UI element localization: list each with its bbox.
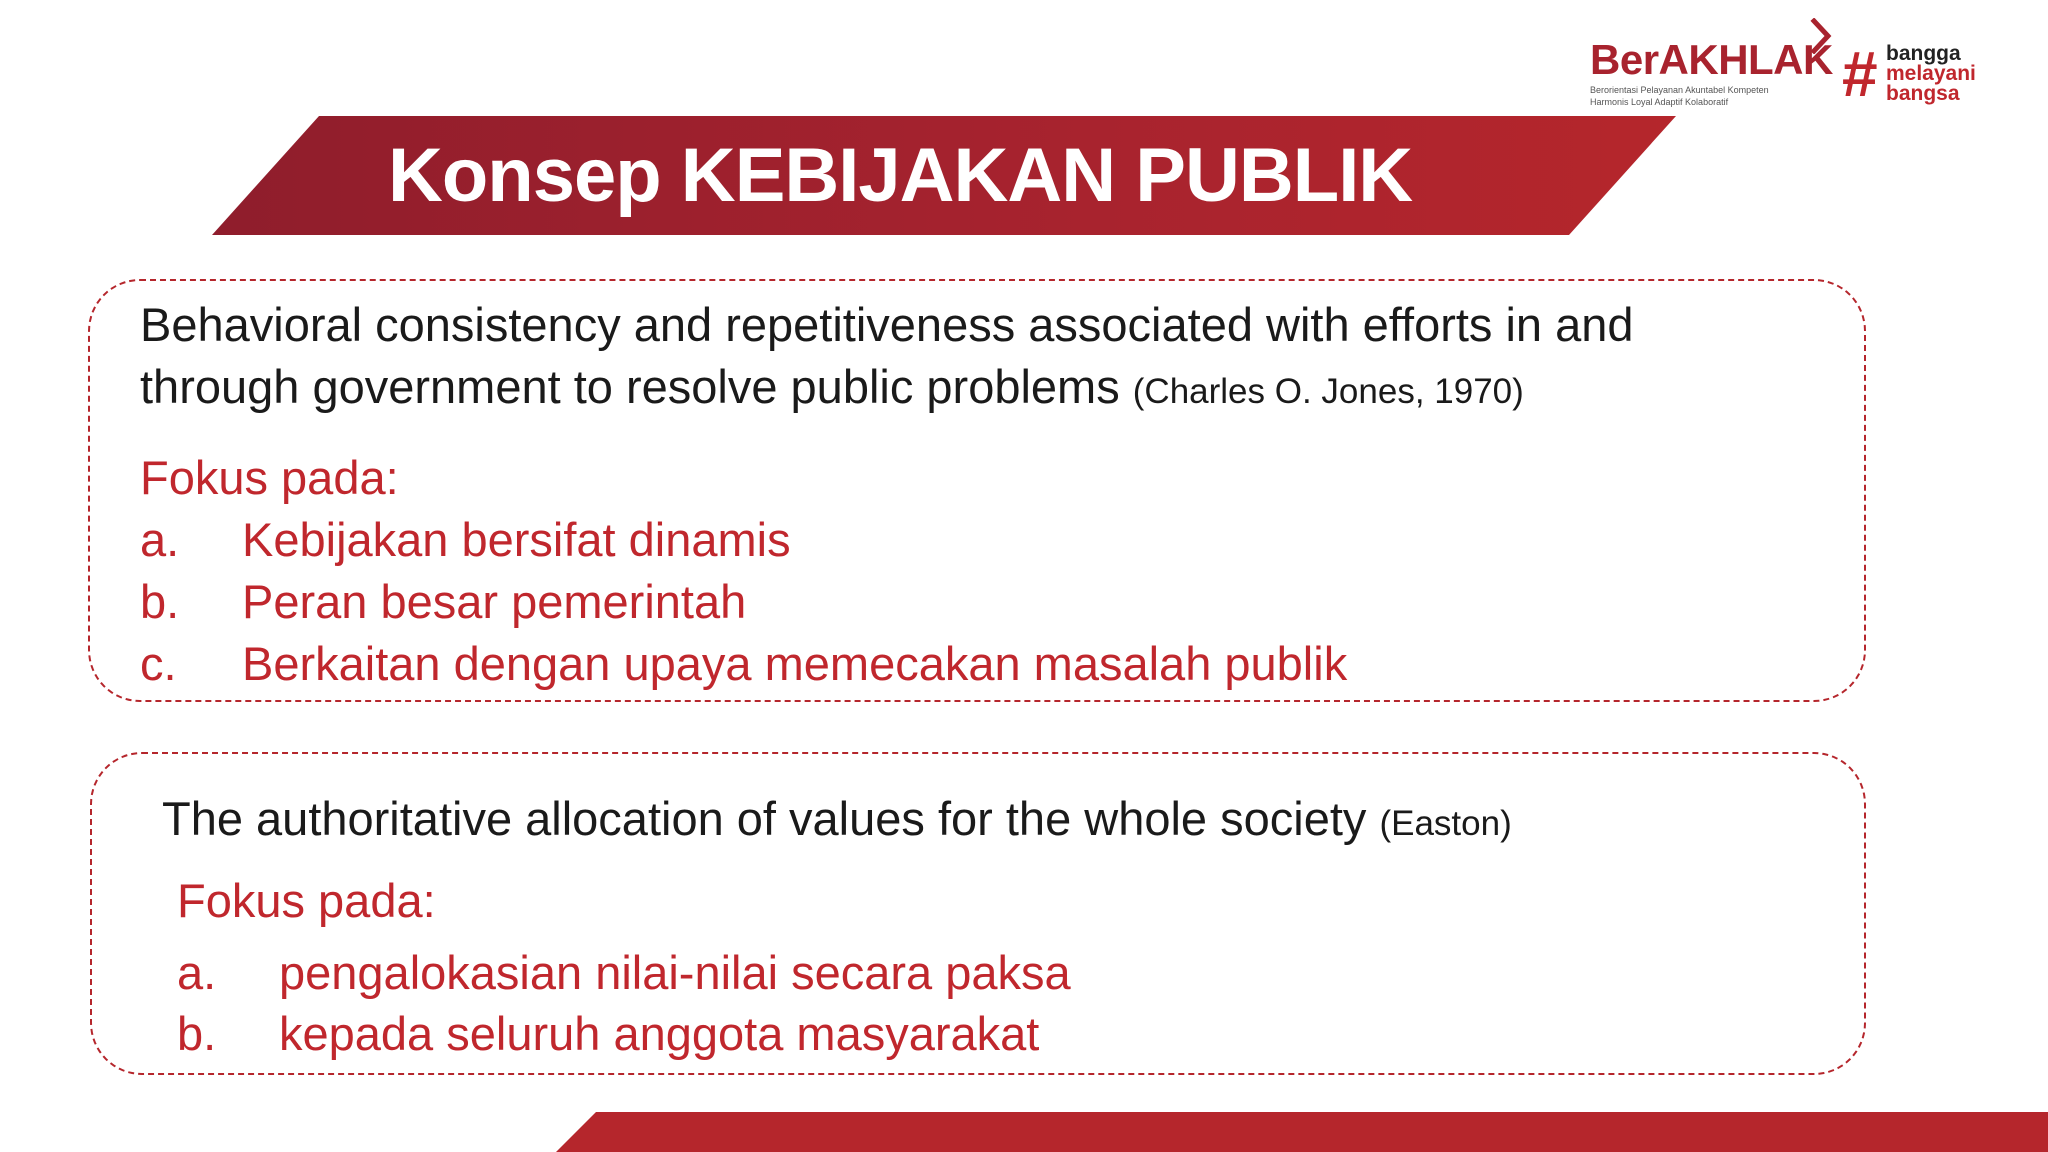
hashtag-icon: # bbox=[1842, 38, 1878, 110]
brand-tagline-line-2: Harmonis Loyal Adaptif Kolaboratif bbox=[1590, 97, 1729, 107]
bottom-stripe bbox=[556, 1112, 2048, 1152]
jones-quote-line-2 bbox=[140, 356, 1524, 423]
list-marker: c. bbox=[140, 637, 177, 690]
list-item-text: Berkaitan dengan upaya memecakan masalah publik bbox=[242, 637, 1348, 690]
list-item bbox=[140, 571, 1740, 633]
brand-tagline bbox=[1590, 84, 1830, 108]
list-item-text: Kebijakan bersifat dinamis bbox=[242, 513, 791, 566]
list-marker: b. bbox=[177, 1007, 217, 1060]
list-item-text: Peran besar pemerintah bbox=[242, 575, 747, 628]
brand-tagline-line-1: Berorientasi Pelayanan Akuntabel Kompeten bbox=[1590, 85, 1769, 95]
jones-quote-line-1: Behavioral consistency and repetitiveness associated with efforts in and bbox=[140, 298, 1634, 351]
list-marker: a. bbox=[177, 946, 217, 999]
hashtag-line-3: bangsa bbox=[1886, 82, 1960, 105]
list-marker: a. bbox=[140, 513, 180, 566]
hashtag-line-2: melayani bbox=[1886, 62, 1976, 85]
jones-focus-label: Fokus pada: bbox=[140, 451, 399, 504]
list-item bbox=[140, 509, 1740, 571]
easton-quote bbox=[162, 788, 1512, 855]
list-marker: b. bbox=[140, 575, 180, 628]
easton-citation: (Easton) bbox=[1379, 804, 1512, 843]
berakhlak-logo bbox=[1584, 16, 1834, 112]
chevron-right-icon bbox=[1810, 18, 1832, 54]
list-item bbox=[140, 633, 1740, 695]
bangga-melayani-bangsa-logo bbox=[1842, 40, 1982, 112]
list-item bbox=[177, 1003, 1777, 1065]
jones-citation: (Charles O. Jones, 1970) bbox=[1132, 372, 1524, 411]
jones-quote-line-2-text: through government to resolve public problems bbox=[140, 360, 1120, 413]
easton-quote-text: The authoritative allocation of values for the whole society bbox=[162, 792, 1367, 845]
list-item-text: pengalokasian nilai-nilai secara paksa bbox=[279, 946, 1071, 999]
brand-name: BerAKHLAK bbox=[1590, 36, 1833, 83]
page-title: Konsep KEBIJAKAN PUBLIK bbox=[388, 133, 1413, 218]
list-item bbox=[177, 942, 1777, 1004]
easton-focus-label: Fokus pada: bbox=[177, 874, 436, 927]
list-item-text: kepada seluruh anggota masyarakat bbox=[279, 1007, 1040, 1060]
hashtag-line-1: bangga bbox=[1886, 42, 1961, 65]
